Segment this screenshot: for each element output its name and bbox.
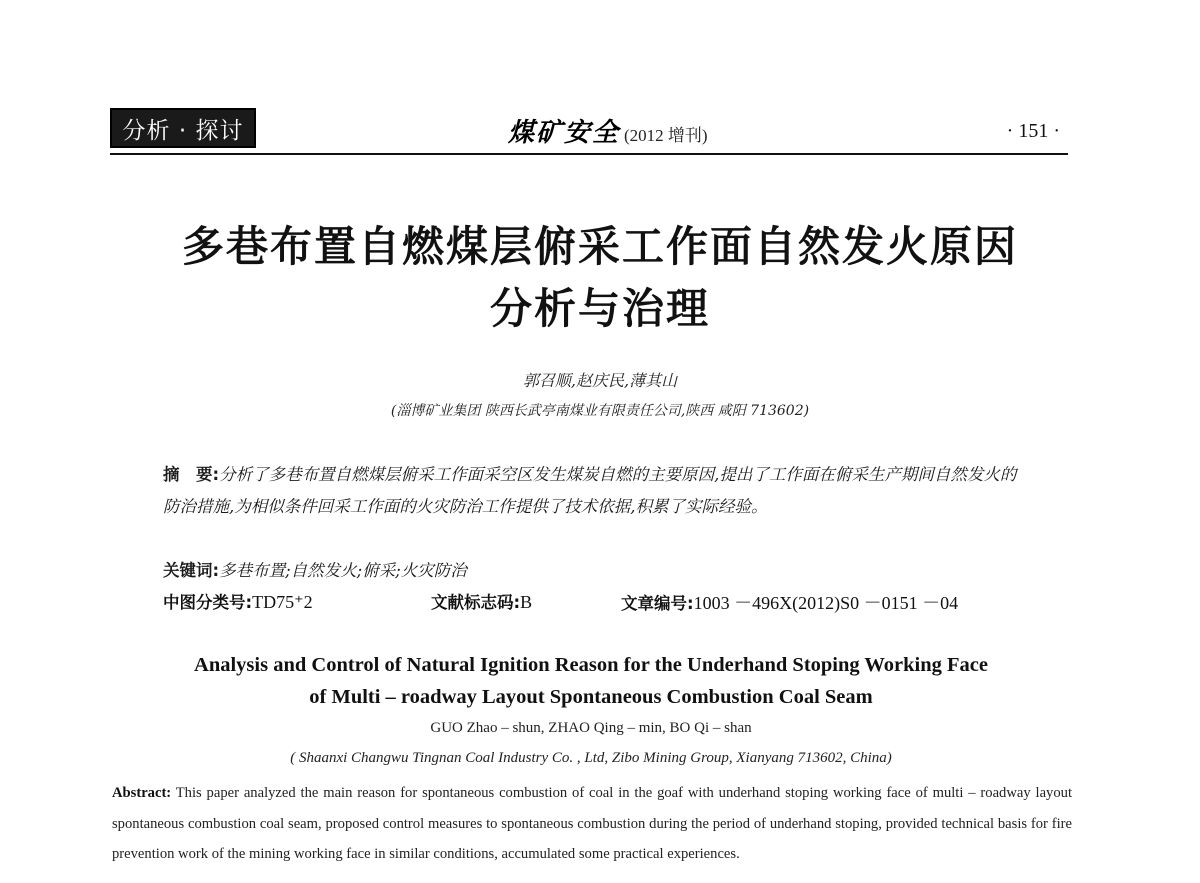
affiliation-en: ( Shaanxi Changwu Tingnan Coal Industry Co. , Ltd, Zibo Mining Group, Xianyang 713602, China) xyxy=(290,750,892,766)
title-en-line1: Analysis and Control of Natural Ignition Reason for the Underhand Stoping Working Face xyxy=(194,654,988,676)
title-zh-line2: 分析与治理 xyxy=(489,284,710,333)
abstract-zh xyxy=(163,459,1029,523)
header-rule xyxy=(110,153,1068,155)
journal-issue: (2012 增刊) xyxy=(624,126,708,145)
abstract-en-label: Abstract: xyxy=(112,785,172,801)
classification-row xyxy=(163,589,1063,617)
abstract-zh-text: 分析了多巷布置自燃煤层俯采工作面采空区发生煤炭自燃的主要原因,提出了工作面在俯采生产期间自然发火的防治措施,为相似条件回采工作面的火灾防治工作提供了技术依据,积累了实际经验。 xyxy=(163,465,1017,516)
page-number: · 151 · xyxy=(1006,120,1060,142)
journal-header xyxy=(508,112,708,148)
authors-en: GUO Zhao – shun, ZHAO Qing – min, BO Qi – shan xyxy=(430,720,752,736)
doc-code-label: 文献标志码: xyxy=(431,593,521,612)
document-code xyxy=(431,589,532,613)
keywords-zh-label: 关键词: xyxy=(163,561,220,580)
clc-number xyxy=(163,589,313,613)
article-number xyxy=(621,589,958,615)
title-en-line2: of Multi – roadway Layout Spontaneous Combustion Coal Seam xyxy=(309,686,873,708)
clc-label: 中图分类号: xyxy=(163,593,253,612)
abstract-en-text: This paper analyzed the main reason for spontaneous combustion of coal in the goaf with underhand stoping working face of multi – roadway layout spontaneous combustion coal seam, proposed control measures to spontaneous combustion during the period of underhand stoping, provided technical basis for fire prevention work of the mining working face in similar conditions, accumulated some practical experiences. xyxy=(112,785,1072,862)
clc-value: TD75⁺2 xyxy=(252,592,313,612)
keywords-zh xyxy=(163,557,1029,585)
abstract-en xyxy=(112,778,1072,870)
abstract-zh-label: 摘 要: xyxy=(163,465,220,484)
authors-zh: 郭召顺,赵庆民,薄其山 xyxy=(522,371,678,390)
doc-code-value: B xyxy=(520,592,533,612)
affiliation-zh: (淄博矿业集团 陕西长武亭南煤业有限责任公司,陕西 咸阳 713602) xyxy=(390,403,810,419)
title-zh-line1: 多巷布置自燃煤层俯采工作面自然发火原因 xyxy=(181,222,1018,271)
keywords-zh-text: 多巷布置;自然发火;俯采;火灾防治 xyxy=(219,561,467,580)
article-no-label: 文章编号: xyxy=(621,594,694,613)
journal-name: 煤矿安全 xyxy=(508,118,621,148)
article-no-value: 1003 －496X(2012)S0 －0151 －04 xyxy=(693,593,959,613)
section-tag: 分析 · 探讨 xyxy=(110,108,256,148)
